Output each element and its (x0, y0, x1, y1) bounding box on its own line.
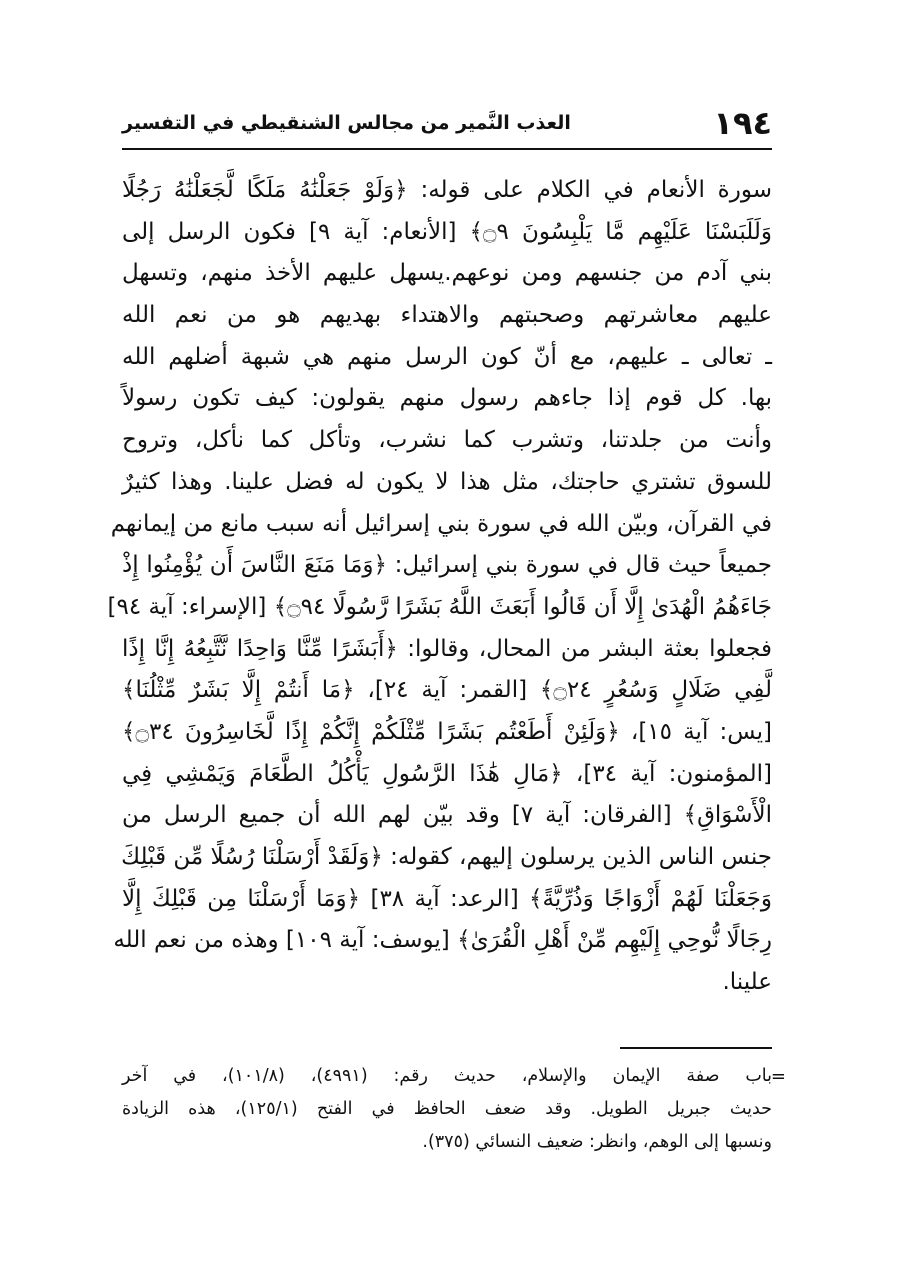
text-line: ـ تعالى ـ عليهم، مع أنّ كون الرسل منهم هي شبهة أضلهم الله (122, 343, 772, 370)
text-line: سورة الأنعام في الكلام على قوله: ﴿وَلَوْ جَعَلْنَٰهُ مَلَكًا لَّجَعَلْنَٰهُ رَجُلًا (122, 177, 772, 203)
footnote (122, 1060, 786, 1159)
text-line: جميعاً حيث قال في سورة بني إسرائيل: ﴿وَمَا مَنَعَ النَّاسَ أَن يُؤْمِنُوا إِذْ (122, 552, 772, 579)
text-line: بها. كل قوم إذا جاءهم رسول منهم يقولون: كيف تكون رسولاً (122, 385, 772, 412)
text-line: وَلَلَبَسْنَا عَلَيْهِم مَّا يَلْبِسُونَ ۝٩﴾ [الأنعام: آية ٩] فكون الرسل إلى (122, 218, 772, 245)
footnote-line: باب صفة الإيمان والإسلام، حديث رقم: (٤٩٩١)، (١٠١/٨)، في آخر (122, 1066, 773, 1086)
text-line: فجعلوا بعثة البشر من المحال، وقالوا: ﴿أَبَشَرًا مِّنَّا وَاحِدًا نَّتَّبِعُهُ إِنَّا إِذًا (122, 635, 772, 662)
page-number: ١٩٤ (713, 104, 772, 142)
page-header (122, 98, 772, 150)
running-title: العذب النَّمير من مجالس الشنقيطي في التفسير (122, 112, 571, 134)
text-line: علينا. (722, 969, 772, 996)
footnote-line: حديث جبريل الطويل. وقد ضعف الحافظ في الفتح (١٢٥/١)، هذه الزيادة (122, 1099, 772, 1119)
footnote-separator (620, 1047, 772, 1049)
text-line: [يس: آية ١٥]، ﴿وَلَئِنْ أَطَعْتُم بَشَرًا مِّثْلَكُمْ إِنَّكُمْ إِذًا لَّخَاسِرُونَ ۝٣٤﴾ (122, 718, 772, 745)
text-line: [المؤمنون: آية ٣٤]، ﴿مَالِ هَٰذَا الرَّسُولِ يَأْكُلُ الطَّعَامَ وَيَمْشِي فِي (122, 760, 772, 787)
footnote-line: ونسبها إلى الوهم، وانظر: ضعيف النسائي (٣٧٥). (422, 1132, 772, 1152)
text-line: للسوق تشتري حاجتك، مثل هذا لا يكون له فضل علينا. وهذا كثيرٌ (122, 468, 772, 495)
text-line: وَجَعَلْنَا لَهُمْ أَزْوَاجًا وَذُرِّيَّةً﴾ [الرعد: آية ٣٨] ﴿وَمَا أَرْسَلْنَا مِن قَبْلِكَ إِلَّا (122, 885, 772, 912)
footnote-continuation-marker: = (770, 1066, 786, 1087)
text-line: عليهم معاشرتهم وصحبتهم والاهتداء بهديهم هو من نعم الله (122, 302, 772, 329)
text-line: جَاءَهُمُ الْهُدَىٰ إِلَّا أَن قَالُوا أَبَعَثَ اللَّهُ بَشَرًا رَّسُولًا ۝٩٤﴾ [الإسراء: آية ٩٤] (107, 593, 772, 620)
body-text (107, 170, 772, 1004)
text-line: لَّفِي ضَلَالٍ وَسُعُرٍ ۝٢٤﴾ [القمر: آية ٢٤]، ﴿مَا أَنتُمْ إِلَّا بَشَرٌ مِّثْلُنَا﴾ (122, 677, 772, 704)
text-line: بني آدم من جنسهم ومن نوعهم.يسهل عليهم الأخذ منهم، وتسهل (122, 260, 772, 287)
text-line: الْأَسْوَاقِ﴾ [الفرقان: آية ٧] وقد بيّن لهم الله أن جميع الرسل من (122, 802, 772, 829)
text-line: جنس الناس الذين يرسلون إليهم، كقوله: ﴿وَلَقَدْ أَرْسَلْنَا رُسُلًا مِّن قَبْلِكَ (121, 844, 772, 870)
text-line: رِجَالًا نُّوحِي إِلَيْهِم مِّنْ أَهْلِ الْقُرَىٰ﴾ [يوسف: آية ١٠٩] وهذه من نعم الله (113, 927, 772, 954)
text-line: في القرآن، وبيّن الله في سورة بني إسرائيل أنه سبب مانع من إيمانهم (110, 510, 772, 537)
text-line: وأنت من جلدتنا، وتشرب كما نشرب، وتأكل كما نأكل، وتروح (122, 427, 772, 454)
